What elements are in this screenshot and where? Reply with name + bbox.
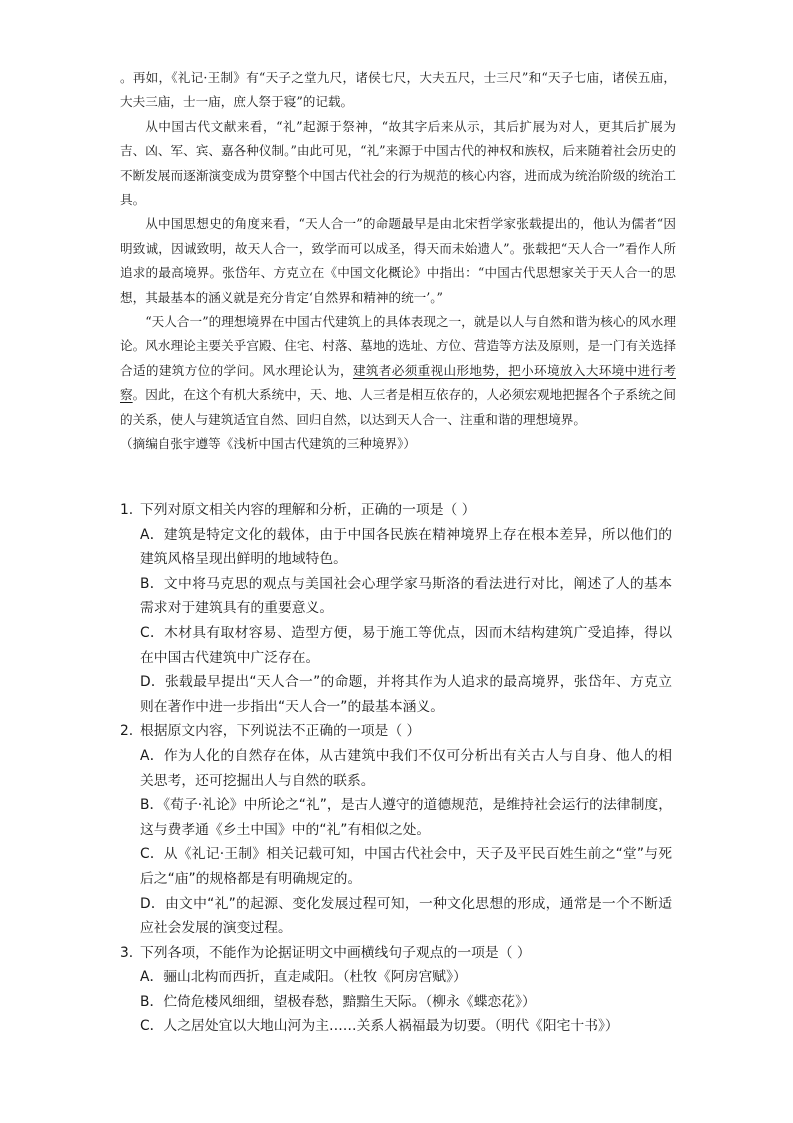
passage-paragraph-3: 从中国思想史的角度来看，“天人合一”的命题最早是由北宋哲学家张载提出的，他认为儒者“因明致诚，因诚致明，故天人合一，致学而可以成圣，得天而未始遗人”。张载把“天人合一”看作人所追求的最高境界。张岱年、方克立在《中国文化概论》中指出：“中国古代思想家关于天人合一的思想，其最基本的涵义就是充分肯定‘自然界和精神的统一’。” xyxy=(120,216,676,305)
question-stem xyxy=(120,941,672,966)
passage-paragraph-2: 从中国古代文献来看，“礼”起源于祭神，“故其字后来从示，其后扩展为对人，更其后扩展为吉、凶、军、宾、嘉各种仪制。”由此可见，“礼”来源于中国古代的神权和族权，后来随着社会历史的不断发展而逐渐演变成为贯穿整个中国古代社会的行为规范的核心内容，进而成为统治阶级的统治工具。 xyxy=(120,118,676,208)
question-number: 2. xyxy=(120,723,134,740)
option-a: A．作为人化的自然存在体，从古建筑中我们不仅可分析出有关古人与自身、他人的相关思考，还可挖掘出人与自然的联系。 xyxy=(140,747,672,789)
question-1 xyxy=(120,498,672,719)
option-c: C．木材具有取材容易、造型方便，易于施工等优点，因而木结构建筑广受追捧，得以在中国古代建筑中广泛存在。 xyxy=(140,624,672,666)
paragraph-4-text-after: 。因此，在这个有机大系统中，天、地、人三者是相互依存的，人必须宏观地把握各个子系统之间的关系，使人与建筑适宜自然、回归自然，以达到天人合一、注重和谐的理想境界。 xyxy=(120,387,677,427)
question-list xyxy=(120,498,672,1039)
question-3 xyxy=(120,941,672,1039)
reading-passage xyxy=(120,66,676,457)
question-number: 3. xyxy=(120,944,134,961)
option-b: B．文中将马克思的观点与美国社会心理学家马斯洛的看法进行对比，阐述了人的基本需求对于建筑具有的重要意义。 xyxy=(140,575,672,617)
option-b: B．伫倚危楼风细细，望极春愁，黯黯生天际。（柳永《蝶恋花》） xyxy=(140,993,536,1010)
option-a: A．骊山北构而西折，直走咸阳。（杜牧《阿房宫赋》） xyxy=(140,969,467,986)
passage-paragraph-1: 。再如，《礼记·王制》有“天子之堂九尺，诸侯七尺，大夫五尺，士三尺”和“天子七庙，诸侯五庙，大夫三庙，士一庙，庶人祭于寝”的记载。 xyxy=(120,70,676,110)
question-text: 下列各项，不能作为论据证明文中画横线句子观点的一项是（ ） xyxy=(140,944,531,961)
question-stem xyxy=(120,498,672,523)
option-d: D．由文中“礼”的起源、变化发展过程可知，一种文化思想的形成，通常是一个不断适应社会发展的演变过程。 xyxy=(140,895,672,937)
question-2 xyxy=(120,719,672,940)
option-c: C．人之居处宜以大地山河为主……关系人祸福最为切要。（明代《阳宅十书》） xyxy=(140,1018,619,1035)
question-text: 根据原文内容，下列说法不正确的一项是（ ） xyxy=(140,723,421,740)
paragraph-4-text-before: “天人合一”的理想境界在中国古代建筑上的具体表现之一，就是以人与自然和谐为核心的风水理论。风水理论主要关乎宫殿、住宅、村落、墓地的选址、方位、营造等方法及原则，是一门有关选择合适的建筑方位的学问。风水理论认为， xyxy=(120,314,676,378)
option-c: C．从《礼记·王制》相关记载可知，中国古代社会中，天子及平民百姓生前之“堂”与死后之“庙”的规格都是有明确规定的。 xyxy=(140,846,672,887)
option-a: A．建筑是特定文化的载体，由于中国各民族在精神境界上存在根本差异，所以他们的建筑风格呈现出鲜明的地域特色。 xyxy=(140,526,672,568)
option-d: D．张载最早提出“天人合一”的命题，并将其作为人追求的最高境界，张岱年、方克立则在著作中进一步指出“天人合一”的最基本涵义。 xyxy=(140,674,672,715)
passage-paragraph-4 xyxy=(120,310,676,432)
underlined-sentence: 建筑者必须重视山形地势，把小环境放入大环境中进行考察 xyxy=(120,362,677,403)
question-stem xyxy=(120,719,672,744)
question-text: 下列对原文相关内容的理解和分析，正确的一项是（ ） xyxy=(140,502,476,518)
passage-source: （摘编自张宇遵等《浅析中国古代建筑的三种境界》） xyxy=(120,436,416,452)
option-b: B．《荀子·礼论》中所论之“礼”，是古人遵守的道德规范，是维持社会运行的法律制度，这与费孝通《乡土中国》中的“礼”有相似之处。 xyxy=(140,797,672,838)
question-number: 1. xyxy=(120,502,134,518)
